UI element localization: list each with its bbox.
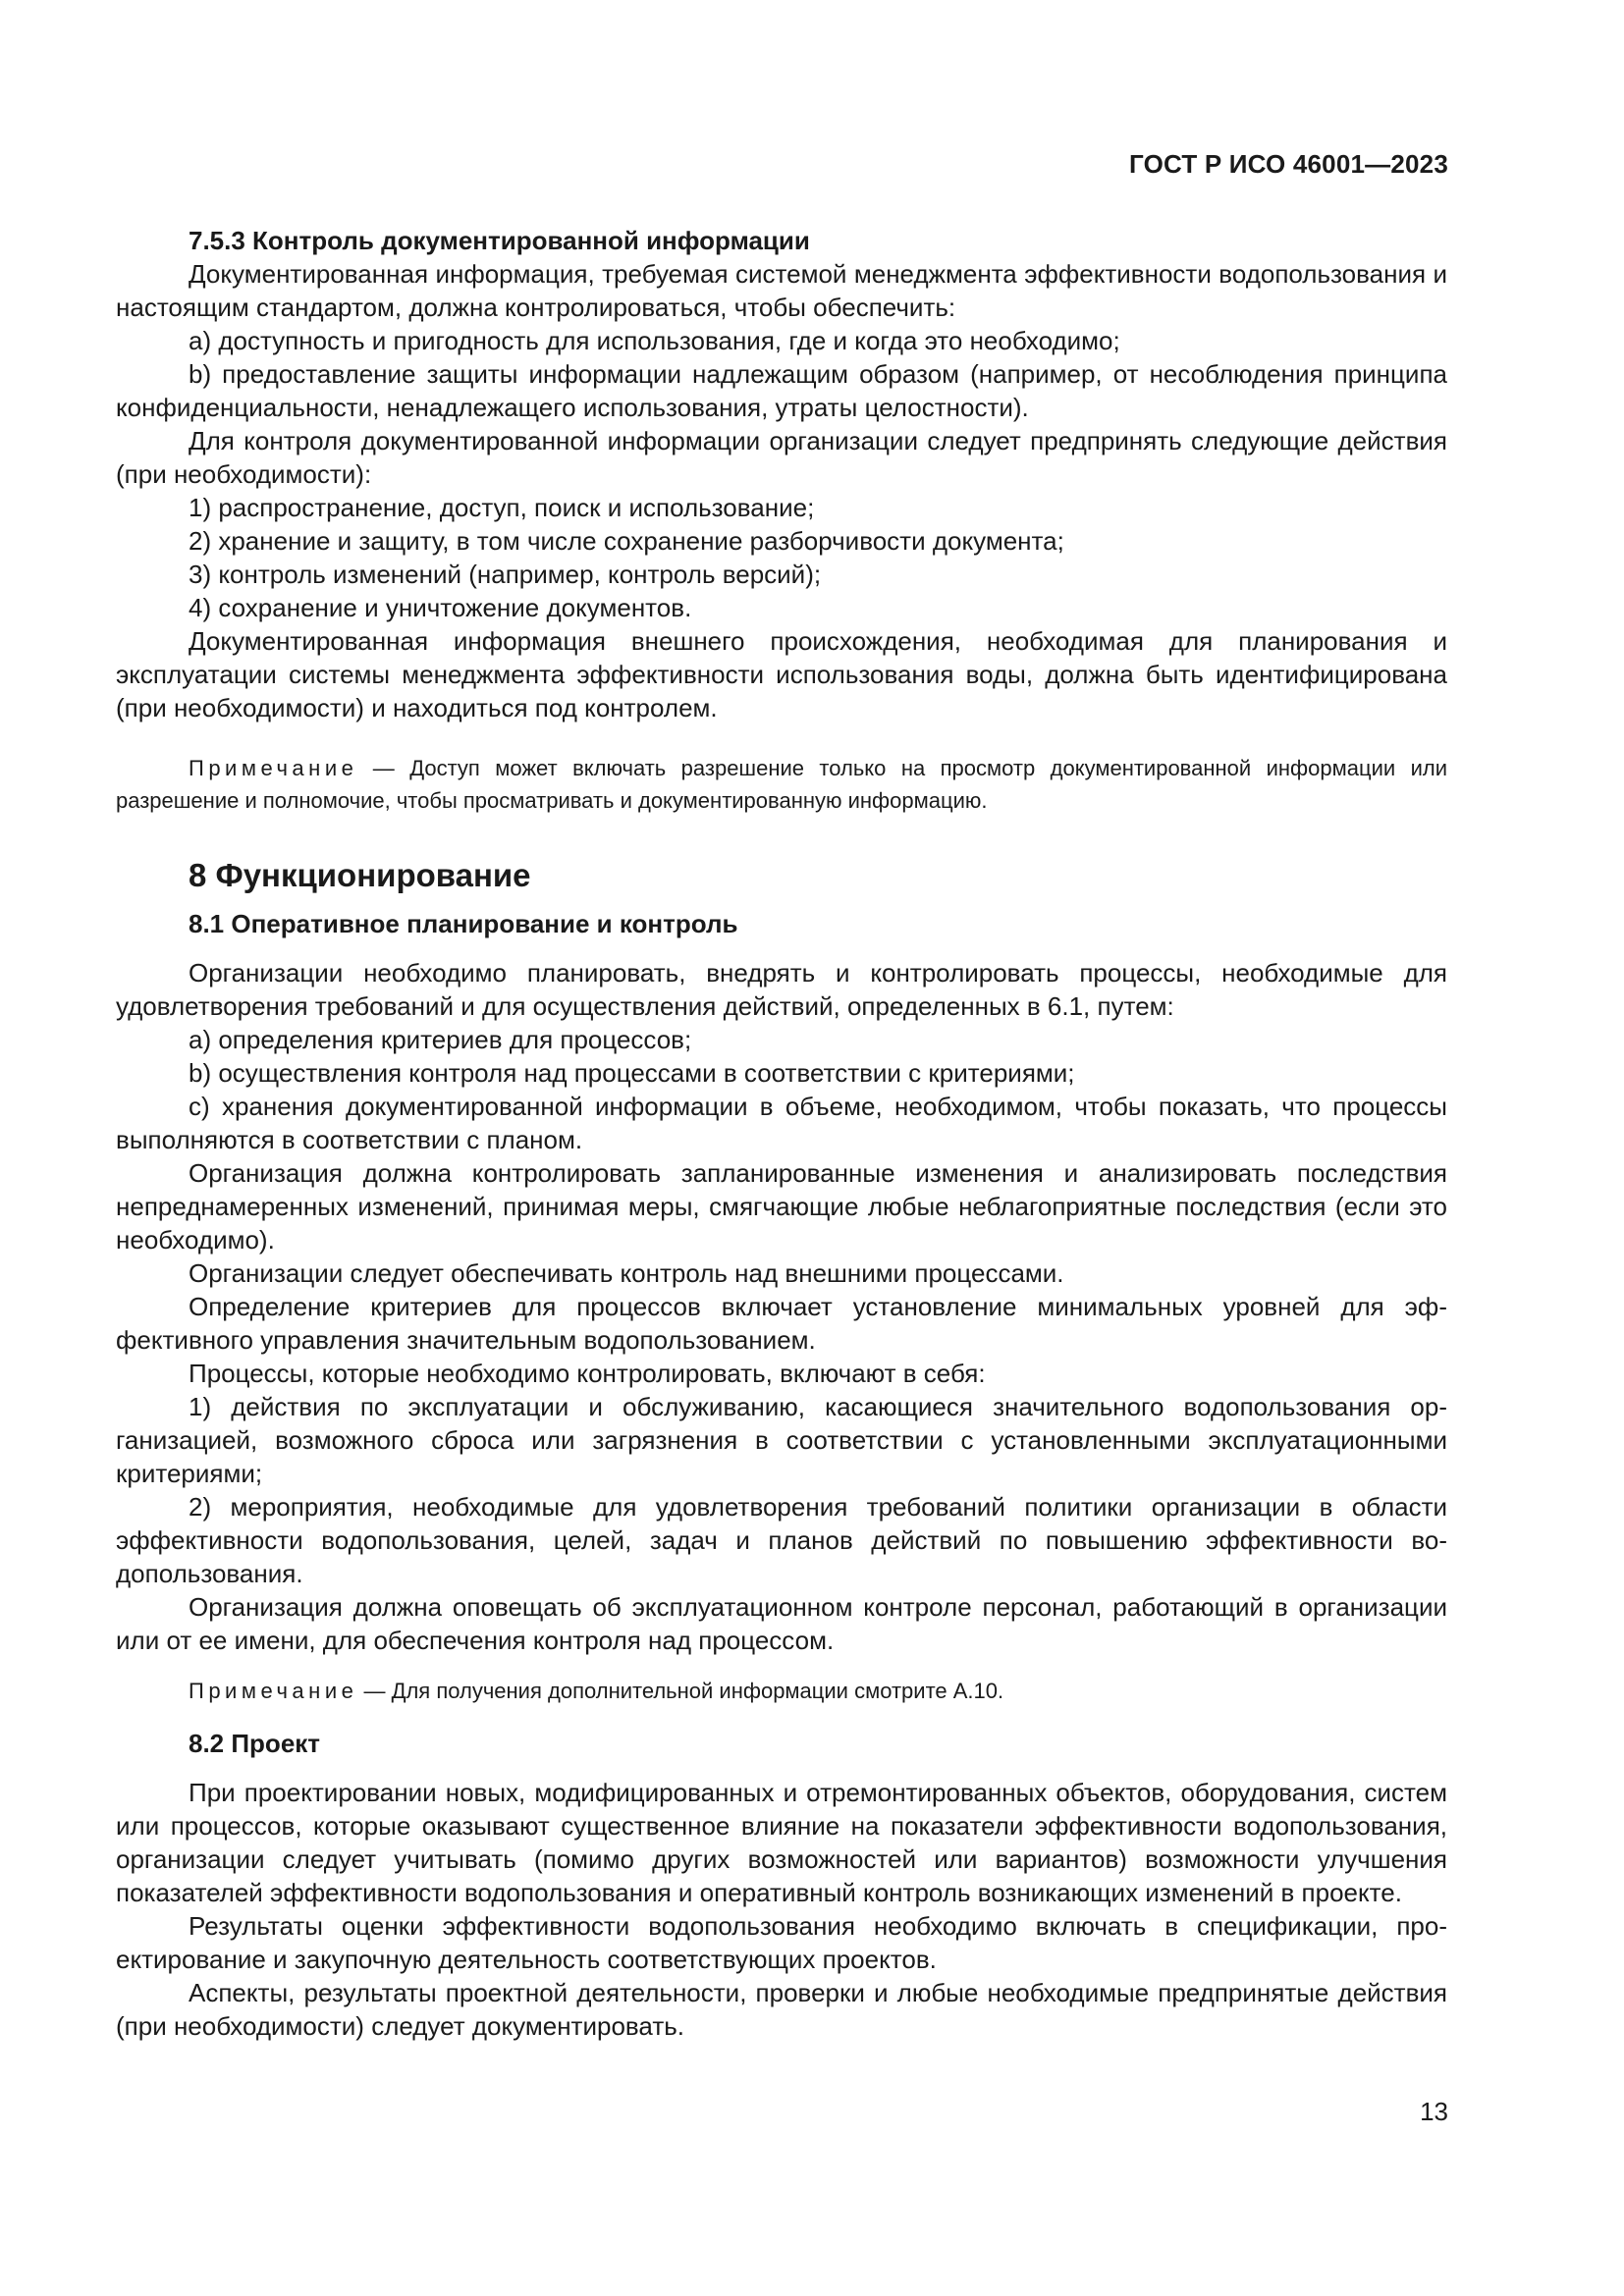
section-heading: 8.2 Проект	[189, 1729, 321, 1758]
paragraph: Результаты оценки эффективности водопользования необходимо включать в спецификации, проектирование и закупочную деятельность соответствующих проектов.	[116, 1911, 1447, 1974]
paragraph: Документированная информация внешнего происхождения, необходимая для планирования и эксплуатации системы менеджмента эффективности использования воды, должна быть идентифицирована (при необходимости) и находиться под контролем.	[116, 626, 1447, 722]
list-item: 1) распространение, доступ, поиск и использование;	[189, 493, 815, 522]
note	[116, 1675, 1447, 1707]
paragraph: Определение критериев для процессов включает установление минимальных уровней для эффективного управления значительным водопользованием.	[116, 1292, 1447, 1355]
list-item: c) хранения документированной информации в объеме, необходимом, чтобы показать, что процессы выполняются в соответствии с планом.	[116, 1092, 1447, 1154]
section-8-1	[116, 907, 1447, 1707]
list-item: 2) хранение и защиту, в том числе сохранение разборчивости документа;	[189, 526, 1064, 556]
list-item: b) предоставление защиты информации надлежащим образом (например, от несоблюдения принципа конфиденциальности, ненадлежащего использования, утраты целостности).	[116, 359, 1447, 422]
note-text: — Для получения дополнительной информации смотрите А.10.	[357, 1679, 1004, 1703]
paragraph: При проектировании новых, модифицированных и отремонтированных объектов, оборудования, систем или процессов, которые оказывают существенное влияние на показатели эффективности водопользования, организации следует учитывать (помимо других возможностей или вариантов) возможности улучшения показателей эффективности водопользования и оперативный контроль возникающих изменений в проекте.	[116, 1778, 1447, 1907]
list-item: 1) действия по эксплуатации и обслуживанию, касающиеся значительного водопользования организацией, возможного сброса или загрязнения в соответствии с установленными эксплуатационными критериями;	[116, 1392, 1447, 1488]
section-7-5-3	[116, 224, 1447, 817]
list-item: a) доступность и пригодность для использования, где и когда это необходимо;	[189, 326, 1120, 355]
list-item: 4) сохранение и уничтожение документов.	[189, 593, 692, 622]
section-heading: 7.5.3 Контроль документированной информации	[189, 226, 810, 255]
paragraph: Документированная информация, требуемая системой менеджмента эффективности водопользования и настоящим стандартом, должна контролироваться, чтобы обеспечить:	[116, 259, 1447, 322]
chapter-heading: 8 Функционирование	[189, 857, 531, 893]
list-item: a) определения критериев для процессов;	[189, 1025, 692, 1054]
list-item: 3) контроль изменений (например, контроль версий);	[189, 560, 822, 589]
paragraph: Организация должна оповещать об эксплуатационном контроле персонал, работающий в организации или от ее имени, для обеспечения контроля над процессом.	[116, 1592, 1447, 1655]
list-item: b) осуществления контроля над процессами в соответствии с критериями;	[189, 1058, 1075, 1088]
section-8-2	[116, 1707, 1447, 2043]
page-content	[116, 224, 1447, 2043]
page-number: 13	[1420, 2097, 1448, 2126]
list-item: 2) мероприятия, необходимые для удовлетворения требований политики организации в области эффективности водопользования, целей, задач и планов действий по повышению эффективности водопользования.	[116, 1492, 1447, 1588]
paragraph: Организации необходимо планировать, внедрять и контролировать процессы, необходимые для удовлетворения требований и для осуществления действий, определенных в 6.1, путем:	[116, 958, 1447, 1021]
section-8	[116, 856, 1447, 895]
paragraph: Для контроля документированной информации организации следует предпринять следующие действия (при необходимости):	[116, 426, 1447, 489]
paragraph: Процессы, которые необходимо контролировать, включают в себя:	[189, 1359, 986, 1388]
note-label: Примечание	[189, 756, 358, 780]
section-heading: 8.1 Оперативное планирование и контроль	[189, 909, 738, 938]
note-label: Примечание	[189, 1679, 358, 1703]
note-text: — Доступ может включать разрешение только на просмотр документированной информации или разрешение и полномочие, чтобы просматривать и документированную информацию.	[116, 756, 1447, 813]
note	[116, 752, 1447, 817]
paragraph: Организации следует обеспечивать контроль над внешними процессами.	[189, 1258, 1064, 1288]
paragraph: Организация должна контролировать запланированные изменения и анализировать последствия непреднамеренных изменений, принимая меры, смягчающие любые неблагоприятные последствия (если это необходимо).	[116, 1158, 1447, 1255]
standard-designation: ГОСТ Р ИСО 46001—2023	[1128, 149, 1448, 179]
paragraph: Аспекты, результаты проектной деятельности, проверки и любые необходимые предпринятые действия (при необходимости) следует документировать.	[116, 1978, 1447, 2041]
